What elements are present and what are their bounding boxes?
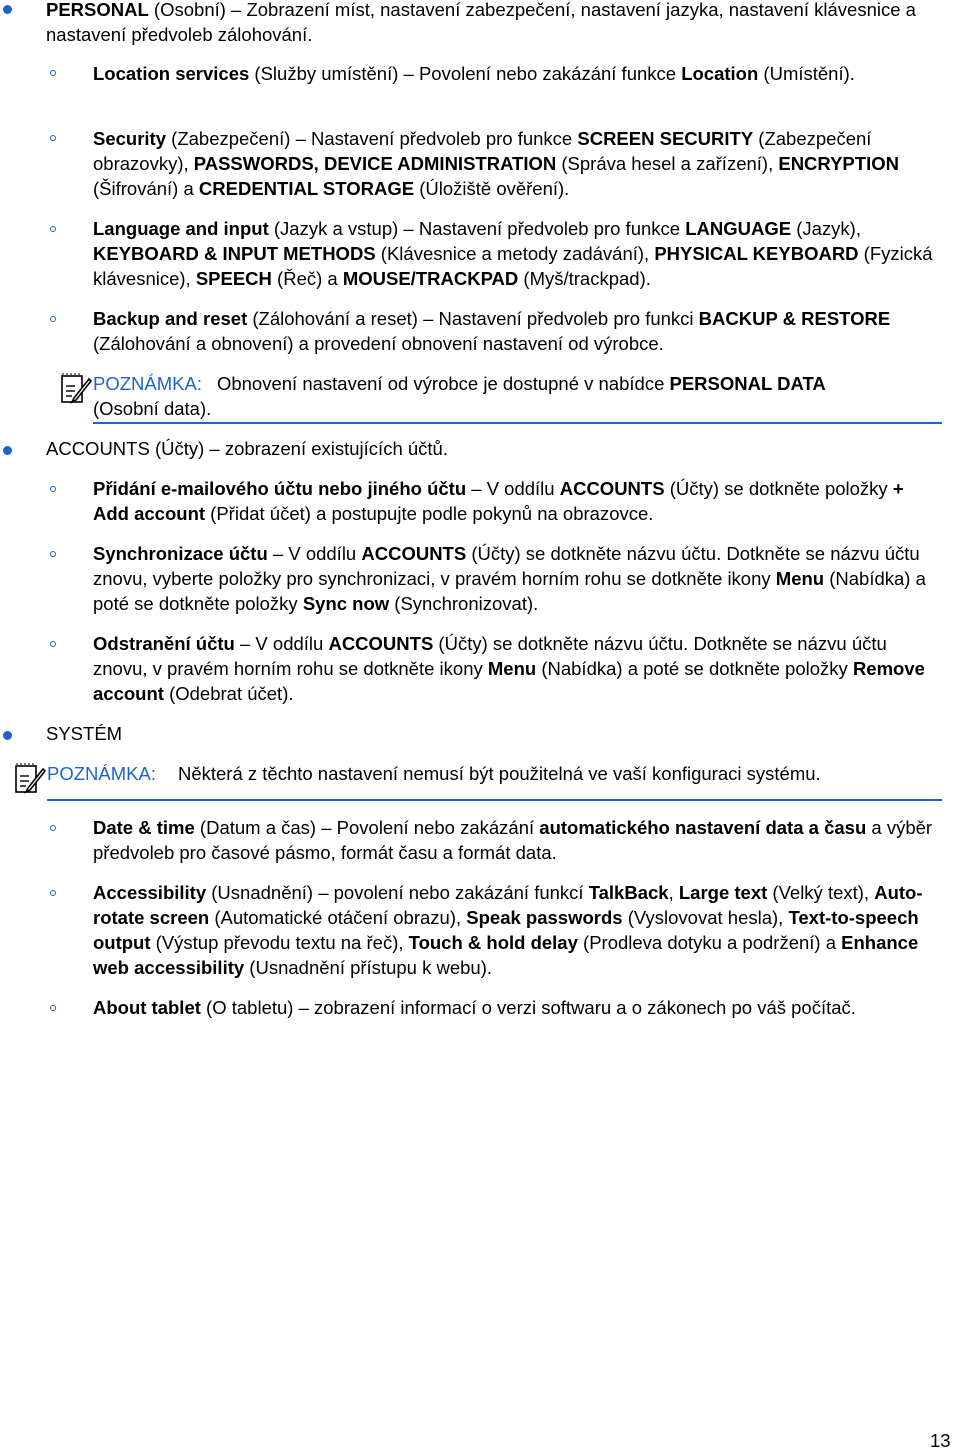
note-rule: [93, 422, 942, 424]
note-icon: [60, 372, 92, 406]
sub-bullet-icon: [50, 135, 56, 141]
sync-account-item: Synchronizace účtu – V oddílu ACCOUNTS (Účty) se dotkněte názvu účtu. Dotkněte se názvu účtu znovu, vyberte položky pro synchronizaci, v pravém horním rohu se dotkněte ikony Menu (Nabídka) a poté se dotkněte položky Sync now (Synchronizovat).: [93, 543, 926, 614]
accounts-item: ACCOUNTS (Účty) – zobrazení existujících účtů.: [46, 438, 448, 459]
bullet-icon: [3, 5, 12, 14]
sub-bullet-icon: [50, 226, 56, 232]
about-tablet-item: About tablet (O tabletu) – zobrazení informací o verzi softwaru a o zákonech po váš počítač.: [93, 997, 856, 1018]
sub-bullet-icon: [50, 316, 56, 322]
language-input-item: Language and input (Jazyk a vstup) – Nastavení předvoleb pro funkce LANGUAGE (Jazyk), KEYBOARD & INPUT METHODS (Klávesnice a metody zadávání), PHYSICAL KEYBOARD (Fyzická klávesnice), SPEECH (Řeč) a MOUSE/TRACKPAD (Myš/trackpad).: [93, 218, 933, 289]
remove-account-item: Odstranění účtu – V oddílu ACCOUNTS (Účty) se dotkněte názvu účtu. Dotkněte se názvu účtu znovu, v pravém horním rohu se dotkněte ikony Menu (Nabídka) a poté se dotkněte položky Remove account (Odebrat účet).: [93, 633, 925, 704]
sub-bullet-icon: [50, 486, 56, 492]
location-services-item: Location services (Služby umístění) – Povolení nebo zakázání funkce Location (Umístění).: [93, 63, 855, 84]
sub-bullet-icon: [50, 890, 56, 896]
accessibility-item: Accessibility (Usnadnění) – povolení nebo zakázání funkcí TalkBack, Large text (Velký text), Auto-rotate screen (Automatické otáčení obrazu), Speak passwords (Vyslovovat hesla), Text-to-speech output (Výstup převodu textu na řeč), Touch & hold delay (Prodleva dotyku a podržení) a Enhance web accessibility (Usnadnění přístupu k webu).: [93, 882, 923, 978]
security-item: Security (Zabezpečení) – Nastavení předvoleb pro funkce SCREEN SECURITY (Zabezpečení obrazovky), PASSWORDS, DEVICE ADMINISTRATION (Správa hesel a zařízení), ENCRYPTION (Šifrování) a CREDENTIAL STORAGE (Úložiště ověření).: [93, 128, 899, 199]
bullet-icon: [3, 731, 12, 740]
sub-bullet-icon: [50, 70, 56, 76]
note-text-line1: POZNÁMKA: Obnovení nastavení od výrobce je dostupné v nabídce PERSONAL DATA: [93, 373, 826, 394]
sub-bullet-icon: [50, 641, 56, 647]
note-text-line1: POZNÁMKA: Některá z těchto nastavení nemusí být použitelná ve vaší konfiguraci systému.: [47, 763, 821, 784]
sub-bullet-icon: [50, 825, 56, 831]
note-rule: [47, 799, 942, 801]
note-icon: [14, 762, 46, 796]
add-account-item: Přidání e-mailového účtu nebo jiného účtu – V oddílu ACCOUNTS (Účty) se dotkněte položky + Add account (Přidat účet) a postupujte podle pokynů na obrazovce.: [93, 478, 904, 524]
personal-item: PERSONAL (Osobní) – Zobrazení míst, nastavení zabezpečení, nastavení jazyka, nastavení klávesnice a nastavení předvoleb zálohování.: [46, 0, 916, 45]
backup-reset-item: Backup and reset (Zálohování a reset) – Nastavení předvoleb pro funkci BACKUP & RESTORE (Zálohování a obnovení) a provedení obnovení nastavení od výrobce.: [93, 308, 891, 354]
sub-bullet-icon: [50, 1005, 56, 1011]
bullet-icon: [3, 446, 12, 455]
system-item: SYSTÉM: [46, 723, 123, 744]
sub-bullet-icon: [50, 551, 56, 557]
page-number: 13: [930, 1430, 951, 1451]
date-time-item: Date & time (Datum a čas) – Povolení nebo zakázání automatického nastavení data a času a výběr předvoleb pro časové pásmo, formát času a formát data.: [93, 817, 933, 863]
note-text-line2: (Osobní data).: [93, 398, 212, 419]
